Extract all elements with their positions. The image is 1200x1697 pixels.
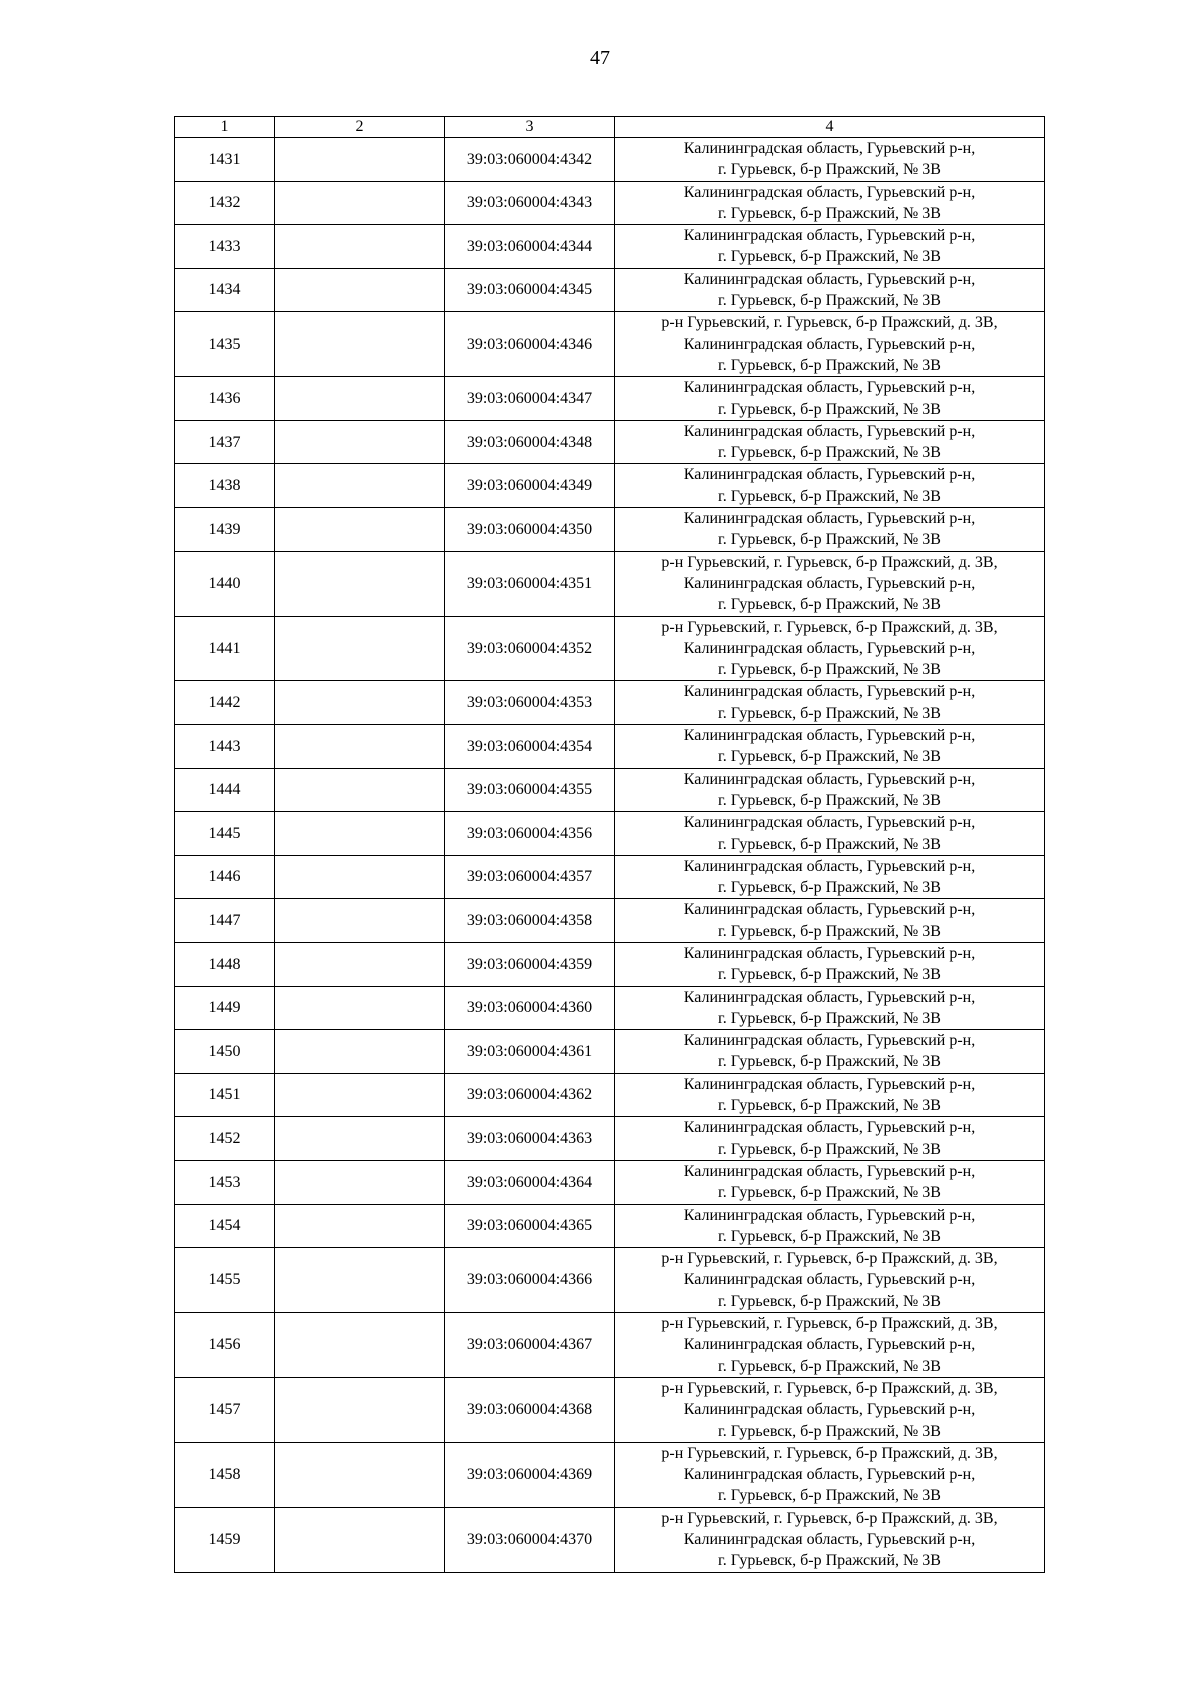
address-line: г. Гурьевск, б-р Пражский, № 3В <box>718 1140 941 1158</box>
row-number-cell: 1451 <box>175 1073 275 1117</box>
cadastral-number-cell: 39:03:060004:4346 <box>445 312 615 377</box>
address-line: Калининградская область, Гурьевский р-н, <box>683 1162 976 1180</box>
table-row <box>175 181 1045 225</box>
cadastral-number-cell: 39:03:060004:4367 <box>445 1313 615 1378</box>
address-cell <box>615 1030 1045 1074</box>
address-cell <box>615 1507 1045 1572</box>
address-line: г. Гурьевск, б-р Пражский, № 3В <box>718 596 941 614</box>
address-line: Калининградская область, Гурьевский р-н, <box>683 1336 976 1354</box>
empty-cell <box>275 899 445 943</box>
table-row <box>175 1160 1045 1204</box>
empty-cell <box>275 1313 445 1378</box>
address-line: г. Гурьевск, б-р Пражский, № 3В <box>718 1097 941 1115</box>
header-col-1: 1 <box>175 117 275 138</box>
address-line: Калининградская область, Гурьевский р-н, <box>683 944 976 962</box>
cadastral-number-cell: 39:03:060004:4354 <box>445 725 615 769</box>
address-line: р-н Гурьевский, г. Гурьевск, б-р Пражский, д. 3В, <box>661 1250 998 1268</box>
address-line: г. Гурьевск, б-р Пражский, № 3В <box>718 531 941 549</box>
row-number-cell: 1445 <box>175 812 275 856</box>
address-line: Калининградская область, Гурьевский р-н, <box>683 1206 976 1224</box>
row-number-cell: 1439 <box>175 508 275 552</box>
row-number-cell: 1431 <box>175 138 275 182</box>
address-line: р-н Гурьевский, г. Гурьевск, б-р Пражский, д. 3В, <box>661 553 998 571</box>
address-cell <box>615 942 1045 986</box>
cadastral-number-cell: 39:03:060004:4364 <box>445 1160 615 1204</box>
address-line: Калининградская область, Гурьевский р-н, <box>683 422 976 440</box>
address-cell <box>615 986 1045 1030</box>
empty-cell <box>275 420 445 464</box>
empty-cell <box>275 1377 445 1442</box>
address-line: г. Гурьевск, б-р Пражский, № 3В <box>718 1053 941 1071</box>
table-row <box>175 1030 1045 1074</box>
empty-cell <box>275 986 445 1030</box>
table-row <box>175 681 1045 725</box>
empty-cell <box>275 1507 445 1572</box>
table-row <box>175 725 1045 769</box>
row-number-cell: 1454 <box>175 1204 275 1248</box>
row-number-cell: 1458 <box>175 1442 275 1507</box>
cadastral-number-cell: 39:03:060004:4360 <box>445 986 615 1030</box>
address-line: Калининградская область, Гурьевский р-н, <box>683 140 976 157</box>
table-row <box>175 942 1045 986</box>
address-line: г. Гурьевск, б-р Пражский, № 3В <box>718 161 941 179</box>
address-line: г. Гурьевск, б-р Пражский, № 3В <box>718 487 941 505</box>
row-number-cell: 1434 <box>175 268 275 312</box>
empty-cell <box>275 377 445 421</box>
row-number-cell: 1453 <box>175 1160 275 1204</box>
table-row <box>175 986 1045 1030</box>
cadastral-number-cell: 39:03:060004:4365 <box>445 1204 615 1248</box>
address-line: г. Гурьевск, б-р Пражский, № 3В <box>718 356 941 374</box>
address-line: г. Гурьевск, б-р Пражский, № 3В <box>718 1227 941 1245</box>
address-line: г. Гурьевск, б-р Пражский, № 3В <box>718 1357 941 1375</box>
address-cell <box>615 551 1045 616</box>
row-number-cell: 1447 <box>175 899 275 943</box>
row-number-cell: 1433 <box>175 225 275 269</box>
empty-cell <box>275 812 445 856</box>
table-row <box>175 1204 1045 1248</box>
address-cell <box>615 1117 1045 1161</box>
table-row <box>175 1313 1045 1378</box>
address-line: р-н Гурьевский, г. Гурьевск, б-р Пражский, д. 3В, <box>661 618 998 636</box>
cadastral-number-cell: 39:03:060004:4368 <box>445 1377 615 1442</box>
address-cell <box>615 420 1045 464</box>
address-line: Калининградская область, Гурьевский р-н, <box>683 814 976 832</box>
cadastral-number-cell: 39:03:060004:4366 <box>445 1248 615 1313</box>
row-number-cell: 1444 <box>175 768 275 812</box>
empty-cell <box>275 181 445 225</box>
address-line: г. Гурьевск, б-р Пражский, № 3В <box>718 879 941 897</box>
row-number-cell: 1450 <box>175 1030 275 1074</box>
cadastral-number-cell: 39:03:060004:4350 <box>445 508 615 552</box>
row-number-cell: 1443 <box>175 725 275 769</box>
address-line: г. Гурьевск, б-р Пражский, № 3В <box>718 292 941 310</box>
cadastral-table <box>174 116 1045 1573</box>
address-line: Калининградская область, Гурьевский р-н, <box>683 988 976 1006</box>
empty-cell <box>275 312 445 377</box>
cadastral-number-cell: 39:03:060004:4352 <box>445 616 615 681</box>
address-line: Калининградская область, Гурьевский р-н, <box>683 1466 976 1484</box>
row-number-cell: 1452 <box>175 1117 275 1161</box>
address-cell <box>615 812 1045 856</box>
cadastral-number-cell: 39:03:060004:4345 <box>445 268 615 312</box>
address-line: г. Гурьевск, б-р Пражский, № 3В <box>718 1292 941 1310</box>
address-line: г. Гурьевск, б-р Пражский, № 3В <box>718 204 941 222</box>
address-cell <box>615 268 1045 312</box>
header-col-2: 2 <box>275 117 445 138</box>
address-cell <box>615 725 1045 769</box>
empty-cell <box>275 725 445 769</box>
empty-cell <box>275 464 445 508</box>
address-line: Калининградская область, Гурьевский р-н, <box>683 335 976 353</box>
address-cell <box>615 1073 1045 1117</box>
table-row <box>175 812 1045 856</box>
empty-cell <box>275 138 445 182</box>
address-line: Калининградская область, Гурьевский р-н, <box>683 1032 976 1050</box>
table-row <box>175 899 1045 943</box>
empty-cell <box>275 942 445 986</box>
empty-cell <box>275 225 445 269</box>
empty-cell <box>275 1030 445 1074</box>
address-line: г. Гурьевск, б-р Пражский, № 3В <box>718 400 941 418</box>
address-line: Калининградская область, Гурьевский р-н, <box>683 466 976 484</box>
row-number-cell: 1432 <box>175 181 275 225</box>
address-cell <box>615 138 1045 182</box>
address-line: р-н Гурьевский, г. Гурьевск, б-р Пражский, д. 3В, <box>661 1379 998 1397</box>
address-line: р-н Гурьевский, г. Гурьевск, б-р Пражский, д. 3В, <box>661 1509 998 1527</box>
empty-cell <box>275 268 445 312</box>
address-line: г. Гурьевск, б-р Пражский, № 3В <box>718 1552 941 1570</box>
address-line: Калининградская область, Гурьевский р-н, <box>683 1119 976 1137</box>
empty-cell <box>275 1204 445 1248</box>
table-body <box>175 138 1045 1573</box>
table-row <box>175 312 1045 377</box>
address-line: г. Гурьевск, б-р Пражский, № 3В <box>718 1487 941 1505</box>
address-line: г. Гурьевск, б-р Пражский, № 3В <box>718 444 941 462</box>
address-line: Калининградская область, Гурьевский р-н, <box>683 901 976 919</box>
empty-cell <box>275 1248 445 1313</box>
empty-cell <box>275 768 445 812</box>
table-row <box>175 420 1045 464</box>
cadastral-number-cell: 39:03:060004:4351 <box>445 551 615 616</box>
empty-cell <box>275 1117 445 1161</box>
address-line: г. Гурьевск, б-р Пражский, № 3В <box>718 835 941 853</box>
address-line: г. Гурьевск, б-р Пражский, № 3В <box>718 791 941 809</box>
address-line: Калининградская область, Гурьевский р-н, <box>683 510 976 528</box>
cadastral-number-cell: 39:03:060004:4369 <box>445 1442 615 1507</box>
address-line: Калининградская область, Гурьевский р-н, <box>683 683 976 701</box>
address-line: Калининградская область, Гурьевский р-н, <box>683 857 976 875</box>
address-line: г. Гурьевск, б-р Пражский, № 3В <box>718 661 941 679</box>
address-line: г. Гурьевск, б-р Пражский, № 3В <box>718 248 941 266</box>
header-col-4: 4 <box>615 117 1045 138</box>
address-line: Калининградская область, Гурьевский р-н, <box>683 1271 976 1289</box>
cadastral-number-cell: 39:03:060004:4343 <box>445 181 615 225</box>
table-header <box>175 117 1045 138</box>
empty-cell <box>275 508 445 552</box>
table-row <box>175 1117 1045 1161</box>
address-cell <box>615 225 1045 269</box>
address-line: р-н Гурьевский, г. Гурьевск, б-р Пражский, д. 3В, <box>661 1315 998 1333</box>
row-number-cell: 1438 <box>175 464 275 508</box>
empty-cell <box>275 1160 445 1204</box>
address-line: Калининградская область, Гурьевский р-н, <box>683 227 976 245</box>
empty-cell <box>275 1442 445 1507</box>
address-line: Калининградская область, Гурьевский р-н, <box>683 270 976 288</box>
cadastral-number-cell: 39:03:060004:4361 <box>445 1030 615 1074</box>
address-line: г. Гурьевск, б-р Пражский, № 3В <box>718 1422 941 1440</box>
row-number-cell: 1435 <box>175 312 275 377</box>
table-row <box>175 464 1045 508</box>
table-row <box>175 616 1045 681</box>
address-line: г. Гурьевск, б-р Пражский, № 3В <box>718 966 941 984</box>
address-line: г. Гурьевск, б-р Пражский, № 3В <box>718 704 941 722</box>
address-cell <box>615 508 1045 552</box>
cadastral-number-cell: 39:03:060004:4359 <box>445 942 615 986</box>
empty-cell <box>275 1073 445 1117</box>
address-line: г. Гурьевск, б-р Пражский, № 3В <box>718 1009 941 1027</box>
address-cell <box>615 464 1045 508</box>
address-line: г. Гурьевск, б-р Пражский, № 3В <box>718 1184 941 1202</box>
address-cell <box>615 681 1045 725</box>
address-cell <box>615 312 1045 377</box>
address-cell <box>615 616 1045 681</box>
row-number-cell: 1459 <box>175 1507 275 1572</box>
cadastral-number-cell: 39:03:060004:4347 <box>445 377 615 421</box>
cadastral-number-cell: 39:03:060004:4353 <box>445 681 615 725</box>
header-col-3: 3 <box>445 117 615 138</box>
row-number-cell: 1457 <box>175 1377 275 1442</box>
address-cell <box>615 1160 1045 1204</box>
table-row <box>175 1442 1045 1507</box>
cadastral-number-cell: 39:03:060004:4357 <box>445 855 615 899</box>
table-row <box>175 1248 1045 1313</box>
empty-cell <box>275 551 445 616</box>
row-number-cell: 1446 <box>175 855 275 899</box>
cadastral-number-cell: 39:03:060004:4370 <box>445 1507 615 1572</box>
address-line: Калининградская область, Гурьевский р-н, <box>683 770 976 788</box>
table-row <box>175 508 1045 552</box>
address-cell <box>615 1204 1045 1248</box>
header-row <box>175 117 1045 138</box>
address-cell <box>615 1248 1045 1313</box>
page-number: 47 <box>590 47 610 69</box>
address-line: г. Гурьевск, б-р Пражский, № 3В <box>718 748 941 766</box>
address-line: р-н Гурьевский, г. Гурьевск, б-р Пражский, д. 3В, <box>661 1444 998 1462</box>
cadastral-number-cell: 39:03:060004:4356 <box>445 812 615 856</box>
row-number-cell: 1455 <box>175 1248 275 1313</box>
row-number-cell: 1456 <box>175 1313 275 1378</box>
cadastral-number-cell: 39:03:060004:4342 <box>445 138 615 182</box>
cadastral-number-cell: 39:03:060004:4344 <box>445 225 615 269</box>
address-line: Калининградская область, Гурьевский р-н, <box>683 639 976 657</box>
address-cell <box>615 1377 1045 1442</box>
table-row <box>175 1377 1045 1442</box>
empty-cell <box>275 681 445 725</box>
row-number-cell: 1448 <box>175 942 275 986</box>
address-cell <box>615 855 1045 899</box>
address-line: Калининградская область, Гурьевский р-н, <box>683 574 976 592</box>
empty-cell <box>275 616 445 681</box>
address-cell <box>615 377 1045 421</box>
table-row <box>175 855 1045 899</box>
row-number-cell: 1437 <box>175 420 275 464</box>
address-line: Калининградская область, Гурьевский р-н, <box>683 379 976 397</box>
table-row <box>175 138 1045 182</box>
address-cell <box>615 1442 1045 1507</box>
row-number-cell: 1440 <box>175 551 275 616</box>
address-line: Калининградская область, Гурьевский р-н, <box>683 727 976 745</box>
address-line: Калининградская область, Гурьевский р-н, <box>683 1401 976 1419</box>
cadastral-number-cell: 39:03:060004:4348 <box>445 420 615 464</box>
row-number-cell: 1441 <box>175 616 275 681</box>
table-row <box>175 1073 1045 1117</box>
table-row <box>175 225 1045 269</box>
table-row <box>175 377 1045 421</box>
cadastral-number-cell: 39:03:060004:4355 <box>445 768 615 812</box>
address-cell <box>615 899 1045 943</box>
cadastral-number-cell: 39:03:060004:4363 <box>445 1117 615 1161</box>
address-line: Калининградская область, Гурьевский р-н, <box>683 1075 976 1093</box>
row-number-cell: 1436 <box>175 377 275 421</box>
address-line: Калининградская область, Гурьевский р-н, <box>683 1531 976 1548</box>
empty-cell <box>275 855 445 899</box>
table-row <box>175 1507 1045 1572</box>
address-line: р-н Гурьевский, г. Гурьевск, б-р Пражский, д. 3В, <box>661 314 998 332</box>
table-row <box>175 551 1045 616</box>
address-cell <box>615 768 1045 812</box>
cadastral-number-cell: 39:03:060004:4362 <box>445 1073 615 1117</box>
row-number-cell: 1449 <box>175 986 275 1030</box>
address-cell <box>615 181 1045 225</box>
table-row <box>175 268 1045 312</box>
address-line: Калининградская область, Гурьевский р-н, <box>683 183 976 201</box>
table-row <box>175 768 1045 812</box>
address-line: г. Гурьевск, б-р Пражский, № 3В <box>718 922 941 940</box>
row-number-cell: 1442 <box>175 681 275 725</box>
cadastral-number-cell: 39:03:060004:4358 <box>445 899 615 943</box>
address-cell <box>615 1313 1045 1378</box>
cadastral-number-cell: 39:03:060004:4349 <box>445 464 615 508</box>
